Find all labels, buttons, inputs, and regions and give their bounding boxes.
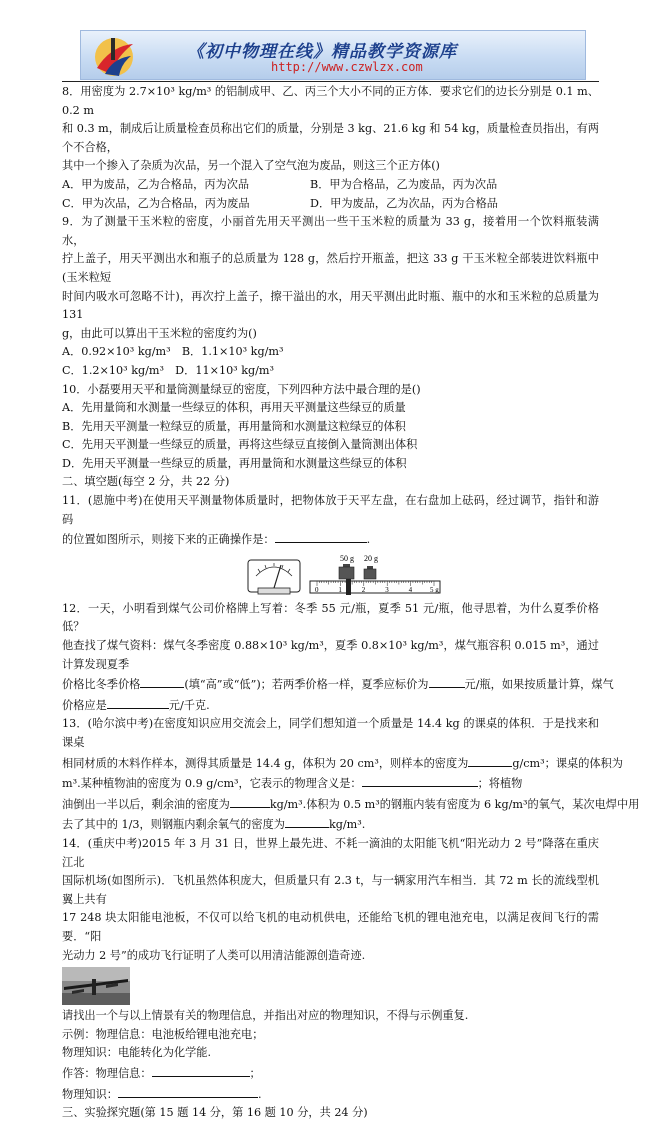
q9-line: 时间内吸水可忽略不计)，再次拧上盖子，擦干溢出的水，用天平测出此时瓶、瓶中的水和玉米粒的总质量为 131 (62, 289, 599, 322)
balance-figure (62, 552, 599, 596)
header-banner (80, 30, 586, 80)
answer-blank[interactable] (362, 773, 478, 787)
scale-tick-label: 5 g (430, 585, 439, 594)
q9-line: 9．为了测量干玉米粒的密度，小丽首先用天平测出一些干玉米粒的质量为 33 g，接着用一个饮料瓶装满水， (62, 215, 599, 247)
q10-option-c: C．先用天平测量一些绿豆的质量，再将这些绿豆直接倒入量筒测出体积 (62, 438, 418, 452)
banner-title: 《初中物理在线》精品教学资源库 (187, 42, 457, 62)
q14-answer: 作答：物理信息： ； (62, 1063, 599, 1084)
answer-blank[interactable] (468, 753, 512, 767)
logo-icon (91, 34, 137, 78)
q14-line: 17 248 块太阳能电池板，不仅可以给飞机的电动机供电，还能给飞机的锂电池充电，以满足夜间飞行的需要．“阳 (62, 911, 599, 943)
q12-line: 12．一天，小明看到煤气公司价格牌上写着：冬季 55 元/瓶，夏季 51 元/瓶，他寻思着，为什么夏季价格低？ (62, 601, 599, 634)
scale-tick-label: 2 (361, 585, 366, 594)
q14-example: 物理知识：电能转化为化学能. (62, 1046, 211, 1060)
answer-blank[interactable] (140, 674, 184, 688)
scale-tick-label: 1 (338, 585, 342, 594)
answer-blank[interactable] (275, 529, 367, 543)
q14-answer: 物理知识： . (62, 1084, 599, 1105)
q14-line: 14．(重庆中考)2015 年 3 月 31 日，世界上最先进、不耗一滴油的太阳能飞机“阳光动力 2 号”降落在重庆江北 (62, 836, 599, 869)
q8-options-row2 (62, 195, 599, 214)
q8-line: 和 0.3 m，制成后让质量检查员称出它们的质量，分别是 3 kg、21.6 kg 和 54 kg，质量检查员指出，有两个不合格， (62, 122, 599, 154)
q12-line: 价格应是 元/千克. (62, 695, 599, 716)
q13-line: 油倒出一半以后，剩余油的密度为 kg/m³.体积为 0.5 m³的钢瓶内装有密度为 6 kg/m³的氧气，某次电焊中用 (62, 794, 599, 815)
scale-tick-label: 0 (315, 585, 319, 594)
q12-line: 价格比冬季价格 (填“高”或“低”)；若两季价格一样，夏季应标价为 元/瓶，如果按质量计算，煤气 (62, 674, 599, 695)
exam-content (62, 83, 640, 1123)
balance-diagram (62, 552, 599, 596)
section-heading-experiment: 三、实验探究题(第 15 题 14 分，第 16 题 10 分，共 24 分) (62, 1106, 368, 1120)
rider-scale-icon (310, 579, 440, 595)
q14-line: 国际机场(如图所示)．飞机虽然体积庞大，但质量只有 2.3 t，与一辆家用汽车相当．其 72 m 长的流线型机翼上共有 (62, 874, 599, 906)
q8-line: 8．用密度为 2.7×10³ kg/m³ 的铝制成甲、乙、丙三个大小不同的正方体．要求它们的边长分别是 0.1 m、0.2 m (62, 85, 599, 117)
q11-line: 的位置如图所示，则接下来的正确操作是： . (62, 529, 599, 550)
weight-20g-label: 20 g (364, 553, 378, 563)
banner-url: http://www.czwlzx.com (271, 60, 423, 74)
q10-option-a: A．先用量筒和水测量一些绿豆的体积，再用天平测量这些绿豆的质量 (62, 401, 406, 415)
q9-line: 拧上盖子，用天平测出水和瓶子的总质量为 128 g，然后拧开瓶盖，把这 33 g 干玉米粒全部装进饮料瓶中(玉米粒短 (62, 252, 599, 284)
q8-option-d: D．甲为废品，乙为次品，丙为合格品 (310, 196, 498, 210)
answer-blank[interactable] (230, 794, 270, 808)
q13-line: 13．(哈尔滨中考)在密度知识应用交流会上，同学们想知道一个质量是 14.4 kg 的课桌的体积．于是找来和课桌 (62, 717, 599, 749)
weight-20g-icon (364, 566, 376, 579)
q13-line: 相同材质的木料作样本，测得其质量是 14.4 g，体积为 20 cm³，则样本的密度为 g/cm³；课桌的体积为 (62, 753, 599, 774)
answer-blank[interactable] (429, 674, 465, 688)
q10-line: 10．小磊要用天平和量筒测量绿豆的密度，下列四种方法中最合理的是() (62, 382, 421, 396)
q10-option-d: D．先用天平测量一些绿豆的质量，再用量筒和水测量这些绿豆的体积 (62, 456, 407, 470)
q14-ask: 请找出一个与以上情景有关的物理信息，并指出对应的物理知识，不得与示例重复. (62, 1009, 469, 1023)
section-heading-fill: 二、填空题(每空 2 分，共 22 分) (62, 475, 230, 489)
q8-options-row1 (62, 176, 599, 195)
header-rule (62, 81, 599, 82)
q9-options-ab: A．0.92×10³ kg/m³ B．1.1×10³ kg/m³ (62, 345, 284, 359)
solar-plane-icon (62, 967, 130, 1005)
answer-blank[interactable] (152, 1063, 250, 1077)
answer-blank[interactable] (285, 814, 329, 828)
q8-option-c: C．甲为次品，乙为合格品，丙为废品 (62, 196, 250, 210)
solar-plane-photo (62, 967, 130, 1005)
weight-50g-label: 50 g (340, 553, 354, 563)
q8-line: 其中一个掺入了杂质为次品，另一个混入了空气泡为废品，则这三个正方体() (62, 159, 440, 173)
q10-option-b: B．先用天平测量一粒绿豆的质量，再用量筒和水测量这粒绿豆的体积 (62, 419, 406, 433)
q8-option-a: A．甲为废品，乙为合格品，丙为次品 (62, 177, 250, 191)
q9-options-cd: C．1.2×10³ kg/m³ D．11×10³ kg/m³ (62, 363, 275, 377)
q13-line: 去了其中的 1/3，则钢瓶内剩余氧气的密度为 kg/m³. (62, 814, 599, 835)
weight-50g-icon (339, 564, 354, 579)
q12-line: 他查找了煤气资料：煤气冬季密度 0.88×10³ kg/m³，夏季 0.8×10³ kg/m³，煤气瓶容积 0.015 m³，通过计算发现夏季 (62, 639, 599, 671)
q8-option-b: B．甲为合格品，乙为废品，丙为次品 (310, 177, 498, 191)
scale-tick-label: 3 (385, 585, 389, 594)
q14-example: 示例：物理信息：电池板给锂电池充电； (62, 1027, 264, 1041)
answer-blank[interactable] (118, 1084, 258, 1098)
q13-line: m³.某种植物油的密度为 0.9 g/cm³，它表示的物理含义是： ；将植物 (62, 773, 599, 794)
q11-line: 11．(恩施中考)在使用天平测量物体质量时，把物体放于天平左盘，在右盘加上砝码，经过调节，指针和游码 (62, 494, 599, 526)
rider-icon (346, 579, 351, 595)
pointer-scale-icon (248, 560, 300, 594)
q9-line: g，由此可以算出干玉米粒的密度约为() (62, 326, 257, 340)
answer-blank[interactable] (107, 695, 169, 709)
scale-tick-label: 4 (408, 585, 413, 594)
q14-line: 光动力 2 号”的成功飞行证明了人类可以用清洁能源创造奇迹. (62, 948, 366, 962)
